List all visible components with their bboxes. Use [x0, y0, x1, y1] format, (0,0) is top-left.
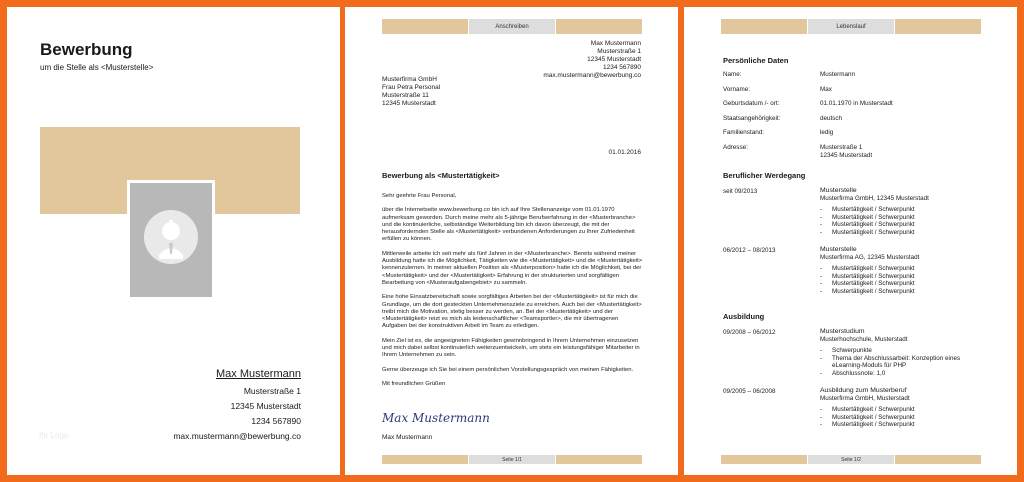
personal-value: deutsch — [820, 115, 843, 122]
personal-label: Name: — [723, 71, 742, 78]
personal-data-heading: Persönliche Daten — [723, 56, 789, 65]
personal-label: Vorname: — [723, 86, 750, 93]
career-entry: Musterstelle Musterfirma GmbH, 12345 Musterstadt - Mustertätigkeit / Schwerpunkt - Mustertätigkeit / Schwerpunkt - Mustertätigkeit / Schwerpunkt - Mustertätigkeit / Schwerpunkt — [820, 187, 929, 236]
list-item: - Mustertätigkeit / Schwerpunkt — [820, 280, 919, 288]
list-item: - Mustertätigkeit / Schwerpunkt — [820, 414, 915, 422]
letter-paragraph: Gerne überzeuge ich Sie bei einem persönlichen Vorstellungsgespräch von meinen Fähigkeiten. — [382, 366, 634, 373]
letter-tab-label: Anschreiben — [469, 19, 555, 34]
letter-tab-bar — [382, 19, 642, 34]
letter-paragraph: Mittlerweile arbeite ich seit mehr als fünf Jahren in der <Musterbranche>. Bereits während meiner Ausbildung hatte ich die Möglichkeit, Tätigkeiten wie die <Mustertätigkeit> und die <Mustertätigkeit> kennenzulernen. In meiner aktuellen Position als <Musterposition> hatte ich die Möglichkeit, bei der <Mustertätigkeit> und der <Mustertätigkeit> Erfahrung in der strukturierten und sorgfältigen Bearbeitung von <Musteraufgabengebiet> zu sammeln. — [382, 250, 643, 286]
letter-body — [382, 193, 644, 395]
list-item: - Abschlussnote: 1,0 — [820, 370, 970, 378]
list-item: - Mustertätigkeit / Schwerpunkt — [820, 406, 915, 414]
salutation: Sehr geehrte Frau Personal, — [382, 193, 457, 199]
cover-street: Musterstraße 1 — [243, 386, 301, 396]
personal-value: Musterstraße 1 12345 Musterstadt — [820, 144, 873, 159]
education-period: 09/2005 – 06/2008 — [723, 388, 776, 395]
cover-email: max.mustermann@bewerbung.co — [173, 431, 301, 441]
cover-page — [7, 7, 340, 475]
cover-name: Max Mustermann — [216, 368, 301, 380]
handwritten-signature: Max Mustermann — [382, 411, 490, 425]
letter-paragraph: über die Internetseite www.bewerbung.co bin ich auf Ihre Stellenanzeige vom 01.01.1970 aufmerksam geworden. Durch meine mehr als 5-jährige Berufserfahrung in der <Musterbranche> und die kontinuierliche, selbständige Weiterbildung bin ich davon überzeugt, die mit der herausfordernden Stelle als <Mustertätigkeit> verbundenen Anforderungen zu Ihrer Zufriedenheit erfüllen zu können. — [382, 207, 636, 243]
personal-label: Adresse: — [723, 144, 748, 151]
cover-phone: 1234 567890 — [251, 416, 301, 426]
cv-page-number: Seite 1/2 — [808, 455, 894, 464]
signed-name: Max Mustermann — [382, 434, 433, 441]
list-item: - Mustertätigkeit / Schwerpunkt — [820, 214, 929, 222]
letter-page — [345, 7, 678, 475]
letter-page-number: Seite 1/1 — [469, 455, 555, 464]
closing: Mit freundlichen Grüßen — [382, 380, 446, 387]
cv-page — [684, 7, 1017, 475]
cover-subtitle: um die Stelle als <Musterstelle> — [40, 63, 154, 72]
list-item: - Mustertätigkeit / Schwerpunkt — [820, 265, 919, 273]
list-item: - Mustertätigkeit / Schwerpunkt — [820, 229, 929, 237]
letter-footer-bar — [382, 455, 642, 464]
cover-title: Bewerbung — [40, 40, 133, 59]
person-icon — [130, 183, 212, 297]
applicant-photo-placeholder — [130, 183, 212, 297]
letter-paragraph: Eine hohe Einsatzbereitschaft sowie sorgfältiges Arbeiten bei der <Mustertätigkeit> ist für mich die Grundlage, um die dort gesteckten Unternehmensziele zu erreichen. Auch bei der <Mustertätigkeit> treibt mich die Motivation, stetig besser zu werden, an. Bei der <Mustertätigkeit> und der <Mustertätigkeit> reizt es mich als leidenschaftlicher <Teamsportler>, die mir übertragenen Aufgaben bei der konstruktiven Arbeit im Team zu erledigen. — [382, 294, 642, 330]
cv-footer-bar — [721, 455, 981, 464]
list-item: - Mustertätigkeit / Schwerpunkt — [820, 221, 929, 229]
personal-value: Max — [820, 86, 832, 93]
education-heading: Ausbildung — [723, 312, 765, 321]
list-item: - Mustertätigkeit / Schwerpunkt — [820, 273, 919, 281]
cv-tab-bar — [721, 19, 981, 34]
list-item: - Mustertätigkeit / Schwerpunkt — [820, 288, 919, 296]
cv-tab-label: Lebenslauf — [808, 19, 894, 34]
letter-paragraph: Mein Ziel ist es, die angeeigneten Fähigkeiten gewinnbringend in Ihrem Unternehmen einzusetzen und mich dabei selbst kontinuierlich weiterzuentwickeln, um stets ein leistungsfähiger Mitarbeiter in Ihrem Unternehmen zu sein. — [382, 337, 640, 359]
photo-frame — [127, 180, 215, 300]
personal-label: Staatsangehörigkeit: — [723, 115, 781, 122]
career-period: seit 09/2013 — [723, 188, 758, 195]
personal-value: Mustermann — [820, 71, 855, 78]
education-entry: Ausbildung zum Musterberuf Musterfirma GmbH, Musterstadt - Mustertätigkeit / Schwerpunkt - Mustertätigkeit / Schwerpunkt - Mustertätigkeit / Schwerpunkt — [820, 387, 915, 429]
education-entry: Musterstudium Musterhochschule, Musterstadt - Schwerpunkte - Thema der Abschlussarbeit: Konzeption eines eLearning-Moduls für PHP - Abschlussnote: 1,0 — [820, 328, 970, 377]
letter-date: 01.01.2016 — [608, 149, 641, 156]
personal-value: 01.01.1970 in Musterstadt — [820, 100, 893, 107]
list-item: - Mustertätigkeit / Schwerpunkt — [820, 421, 915, 429]
career-heading: Beruflicher Werdegang — [723, 171, 806, 180]
personal-value: ledig — [820, 129, 834, 136]
education-period: 09/2008 – 06/2012 — [723, 329, 776, 336]
personal-label: Familienstand: — [723, 129, 764, 136]
list-item: - Thema der Abschlussarbeit: Konzeption eines eLearning-Moduls für PHP — [820, 355, 970, 370]
list-item: - Schwerpunkte — [820, 347, 970, 355]
career-entry: Musterstelle Musterfirma AG, 12345 Musterstadt - Mustertätigkeit / Schwerpunkt - Mustertätigkeit / Schwerpunkt - Mustertätigkeit / Schwerpunkt - Mustertätigkeit / Schwerpunkt — [820, 246, 919, 295]
recipient-address: Musterfirma GmbH Frau Petra Personal Musterstraße 11 12345 Musterstadt — [382, 76, 441, 107]
sender-address: Max Mustermann Musterstraße 1 12345 Musterstadt 1234 567890 max.mustermann@bewerbung.co — [543, 40, 641, 79]
letter-subject: Bewerbung als <Mustertätigkeit> — [382, 171, 500, 180]
logo-watermark: Ihr Logo — [39, 431, 69, 440]
personal-label: Geburtsdatum /- ort: — [723, 100, 780, 107]
list-item: - Mustertätigkeit / Schwerpunkt — [820, 206, 929, 214]
career-period: 06/2012 – 08/2013 — [723, 247, 776, 254]
cover-city: 12345 Musterstadt — [230, 401, 301, 411]
